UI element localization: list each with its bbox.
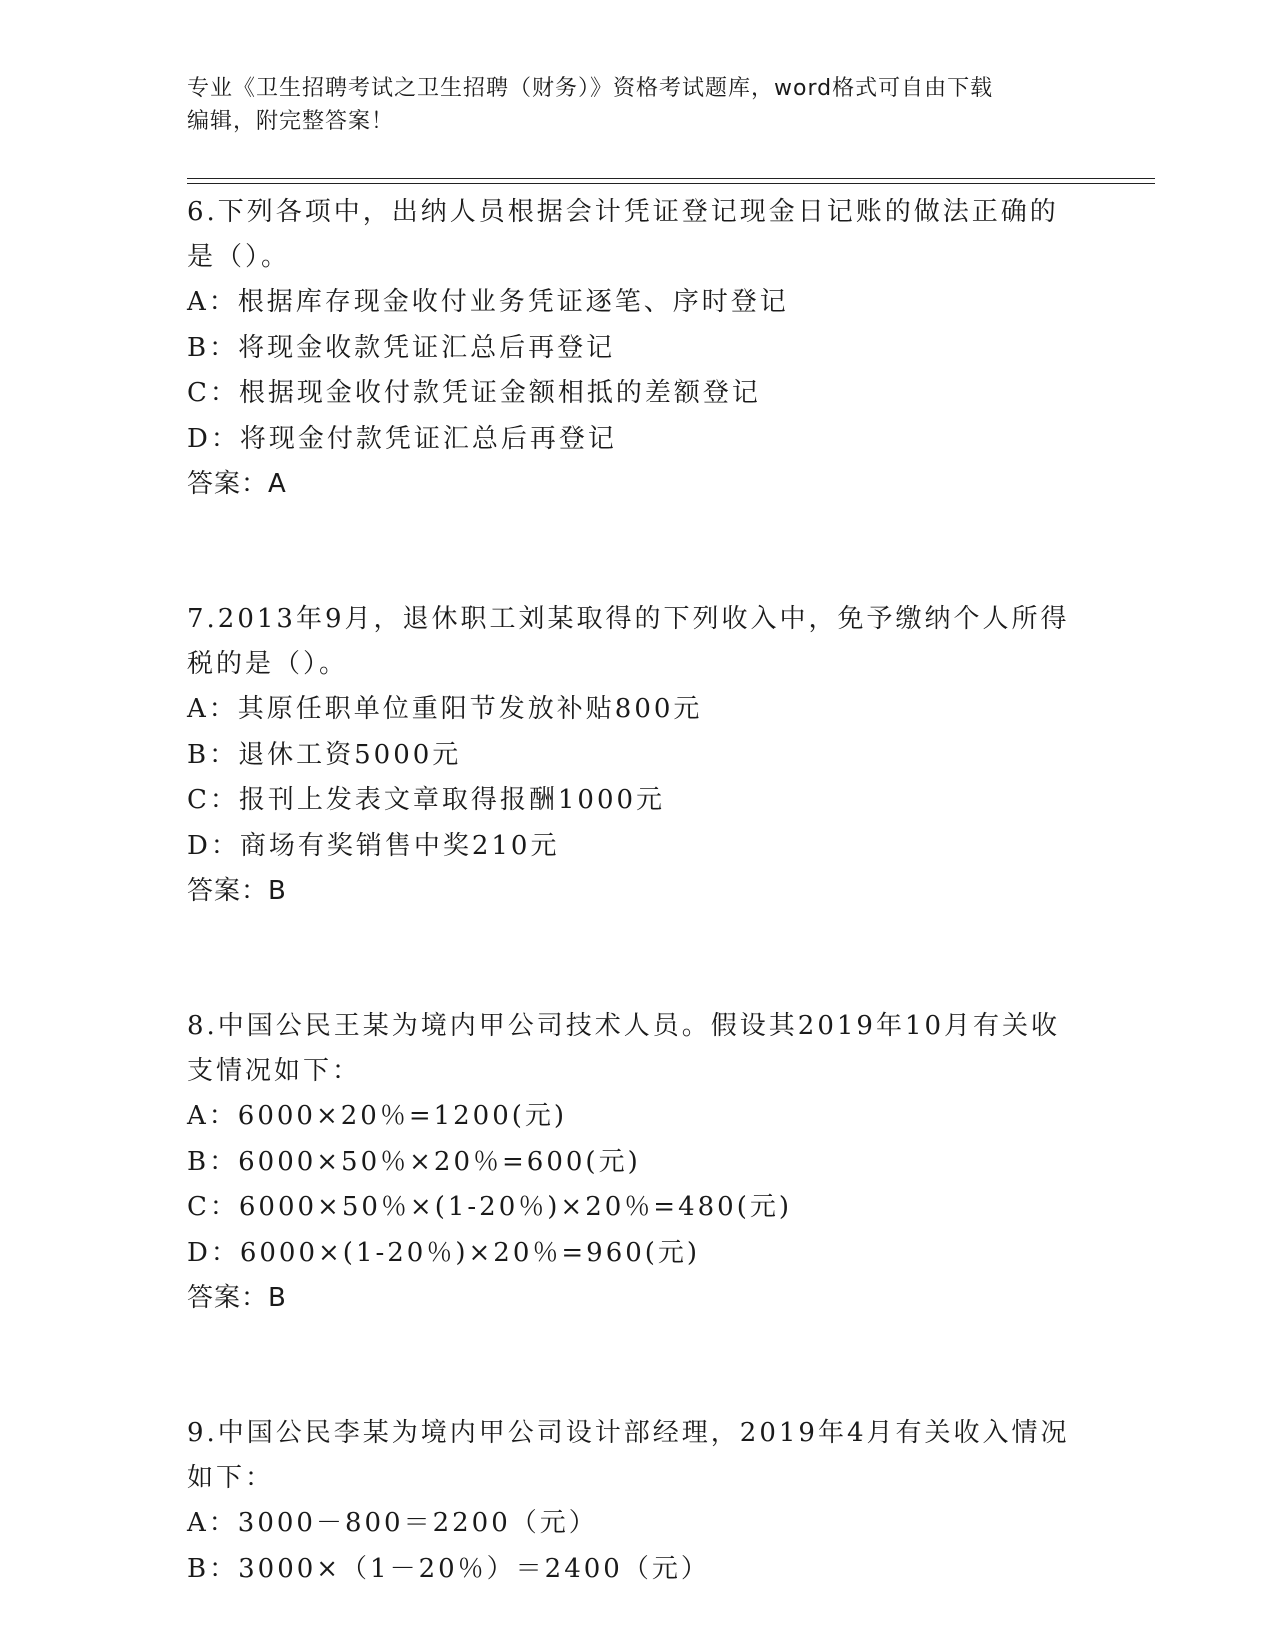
option-a: A：其原任职单位重阳节发放补贴800元 [187, 694, 703, 724]
question-list [187, 190, 1087, 1592]
answer-line: 答案：B [187, 876, 287, 906]
option-a: A：根据库存现金收付业务凭证逐笔、序时登记 [187, 287, 789, 317]
option-c: C：报刊上发表文章取得报酬1000元 [187, 785, 666, 815]
header-rule-thick [187, 183, 1155, 184]
question-text-line: 9.中国公民李某为境内甲公司设计部经理，2019年4月有关收入情况 [187, 1418, 1070, 1448]
question-text-line: 如下： [187, 1463, 275, 1493]
answer-line: 答案：B [187, 1283, 287, 1313]
header-line-2: 编辑，附完整答案！ [187, 109, 395, 134]
option-c: C：6000×50％×(1-20％)×20％=480(元) [187, 1192, 792, 1222]
option-a: A：6000×20％=1200(元) [187, 1101, 568, 1131]
question-8 [187, 1004, 1087, 1321]
question-spacer [187, 507, 1087, 597]
question-text-line: 8.中国公民王某为境内甲公司技术人员。假设其2019年10月有关收 [187, 1011, 1061, 1041]
header-rule-thin [187, 178, 1155, 179]
option-b: B：6000×50％×20％=600(元) [187, 1146, 641, 1177]
header-line-1: 专业《卫生招聘考试之卫生招聘（财务）》资格考试题库，word格式可自由下载 [187, 76, 994, 101]
option-d: D：将现金付款凭证汇总后再登记 [187, 423, 617, 454]
question-spacer [187, 914, 1087, 1004]
question-text-line: 税的是（）。 [187, 649, 349, 679]
answer-line: 答案：A [187, 469, 287, 499]
option-b: B：将现金收款凭证汇总后再登记 [187, 332, 616, 363]
option-c: C：根据现金收付款凭证金额相抵的差额登记 [187, 378, 761, 408]
question-9 [187, 1411, 1087, 1592]
question-6 [187, 190, 1087, 507]
option-b: B：3000×（1－20％）＝2400（元） [187, 1553, 710, 1584]
question-spacer [187, 1321, 1087, 1411]
question-text-line: 7.2013年9月，退休职工刘某取得的下列收入中，免予缴纳个人所得 [187, 604, 1070, 634]
question-text-line: 支情况如下： [187, 1056, 362, 1086]
option-b: B：退休工资5000元 [187, 739, 462, 770]
question-7 [187, 597, 1087, 914]
question-text-line: 6.下列各项中，出纳人员根据会计凭证登记现金日记账的做法正确的 [187, 197, 1059, 227]
question-text-line: 是（）。 [187, 242, 291, 272]
document-header [187, 72, 1067, 138]
option-d: D：6000×(1-20％)×20％=960(元) [187, 1237, 701, 1268]
option-d: D：商场有奖销售中奖210元 [187, 830, 560, 861]
option-a: A：3000－800＝2200（元） [187, 1508, 598, 1538]
